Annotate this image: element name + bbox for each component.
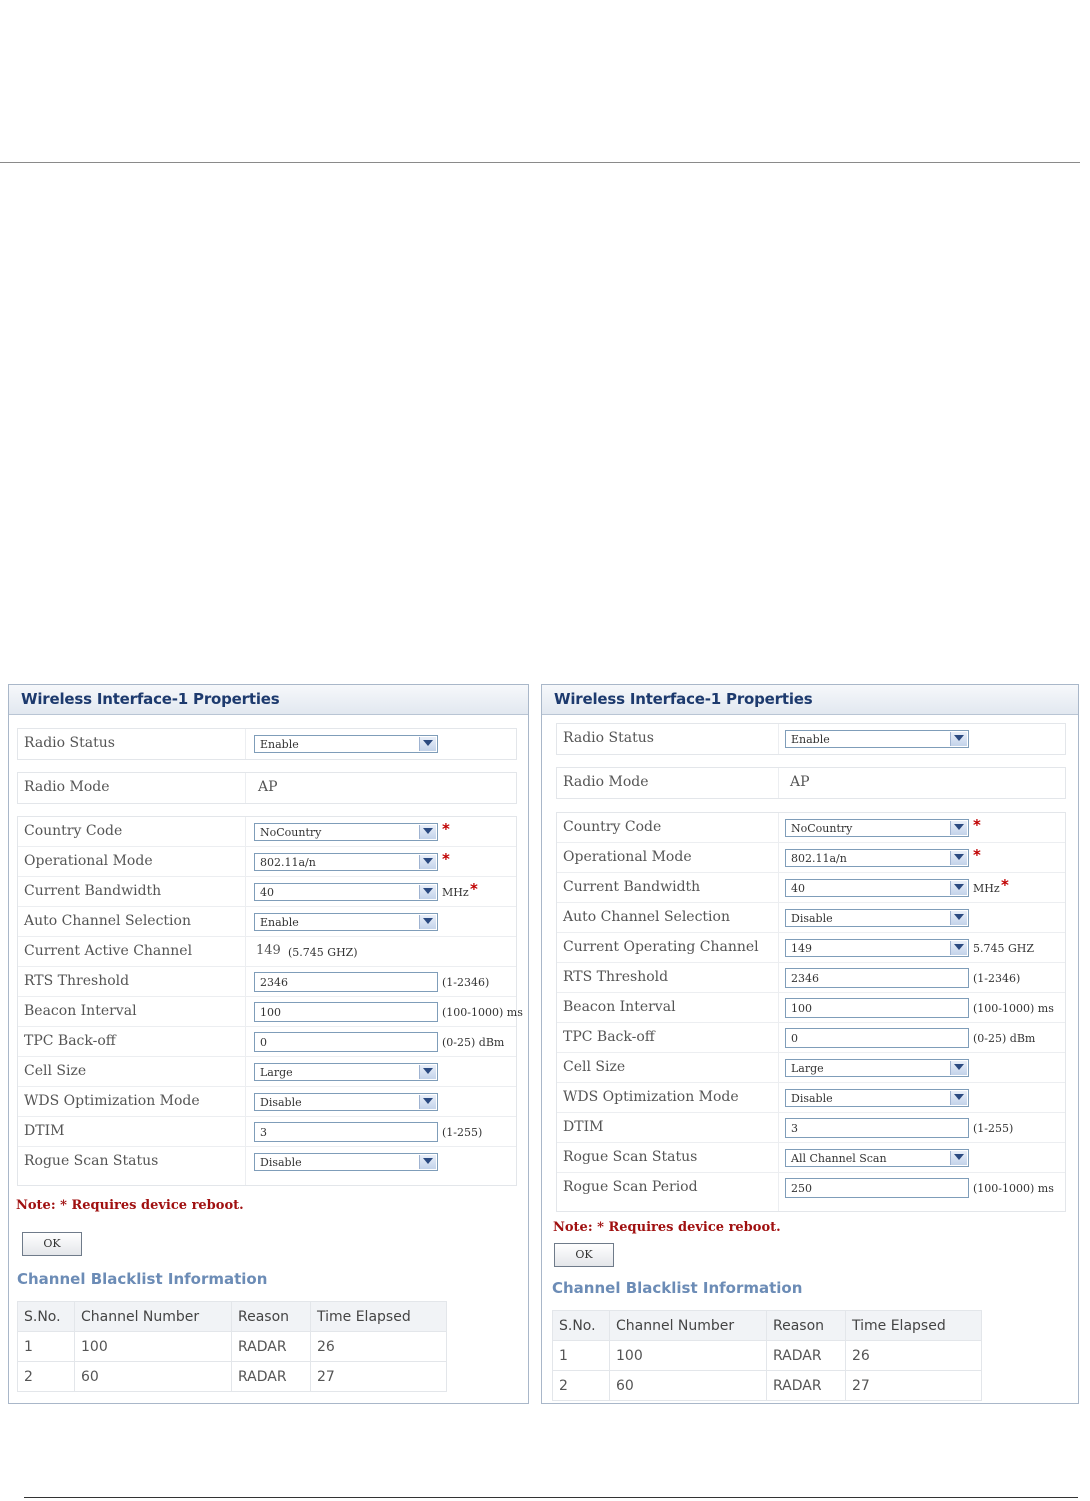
bottom-divider (24, 1497, 1078, 1498)
country-code-row (557, 813, 1065, 843)
cell-time: 27 (846, 1371, 982, 1401)
cell-channel: 100 (75, 1332, 232, 1362)
beacon-interval-label: Beacon Interval (24, 1003, 137, 1019)
rogue-scan-period-label: Rogue Scan Period (563, 1179, 698, 1195)
cell-size-row (557, 1053, 1065, 1083)
operating-channel-label: Current Operating Channel (563, 939, 759, 955)
col-reason: Reason (232, 1302, 311, 1332)
properties-group (556, 812, 1066, 1212)
auto-channel-label: Auto Channel Selection (24, 913, 191, 929)
chevron-down-icon (419, 825, 436, 839)
chevron-down-icon (950, 881, 967, 895)
rogue-scan-status-label: Rogue Scan Status (24, 1153, 159, 1169)
cell-size-label: Cell Size (563, 1059, 626, 1075)
wds-mode-label: WDS Optimization Mode (563, 1089, 739, 1105)
rogue-scan-period-hint: (100-1000) ms (973, 1182, 1054, 1195)
cell-size-value: Large (791, 1062, 824, 1075)
operational-mode-label: Operational Mode (563, 849, 692, 865)
radio-status-value: Enable (260, 738, 299, 751)
current-bandwidth-select[interactable] (785, 879, 969, 897)
radio-status-label: Radio Status (24, 735, 115, 751)
operating-channel-row (557, 933, 1065, 963)
country-code-select[interactable] (254, 823, 438, 841)
current-bandwidth-row (557, 873, 1065, 903)
cell-sno: 1 (18, 1332, 75, 1362)
country-code-row (18, 817, 516, 847)
top-divider (0, 162, 1080, 163)
blacklist-table (552, 1310, 982, 1401)
wds-mode-row (557, 1083, 1065, 1113)
dtim-hint: (1-255) (442, 1126, 483, 1139)
radio-mode-label: Radio Mode (24, 779, 110, 795)
current-bandwidth-value: 40 (260, 886, 274, 899)
cell-channel: 60 (610, 1371, 767, 1401)
active-channel-row (18, 937, 516, 967)
chevron-down-icon (419, 1065, 436, 1079)
dtim-row (557, 1113, 1065, 1143)
ok-button[interactable]: OK (554, 1243, 614, 1267)
table-header-row (553, 1311, 982, 1341)
chevron-down-icon (950, 821, 967, 835)
chevron-down-icon (419, 915, 436, 929)
tpc-backoff-value: 0 (791, 1032, 798, 1045)
chevron-down-icon (950, 1151, 967, 1165)
rogue-scan-status-label: Rogue Scan Status (563, 1149, 698, 1165)
operating-channel-select[interactable] (785, 939, 969, 957)
auto-channel-value: Enable (260, 916, 299, 929)
tpc-backoff-row (18, 1027, 516, 1057)
cell-size-select[interactable] (254, 1063, 438, 1081)
radio-mode-value: AP (790, 774, 810, 790)
rts-threshold-label: RTS Threshold (24, 973, 130, 989)
rogue-scan-status-value: Disable (260, 1156, 302, 1169)
current-bandwidth-row (18, 877, 516, 907)
rogue-scan-status-select[interactable] (785, 1149, 969, 1167)
beacon-interval-row (18, 997, 523, 1027)
country-code-label: Country Code (563, 819, 662, 835)
radio-mode-row (18, 773, 516, 803)
cell-size-select[interactable] (785, 1059, 969, 1077)
radio-mode-value: AP (258, 779, 278, 795)
operational-mode-select[interactable] (254, 853, 438, 871)
tpc-backoff-hint: (0-25) dBm (973, 1032, 1036, 1045)
panel-header (542, 685, 1078, 715)
operating-channel-value: 149 (791, 942, 812, 955)
tpc-backoff-value: 0 (260, 1036, 267, 1049)
beacon-interval-value: 100 (260, 1006, 281, 1019)
tpc-backoff-input[interactable] (785, 1028, 969, 1048)
country-code-value: NoCountry (260, 826, 322, 839)
cell-size-label: Cell Size (24, 1063, 87, 1079)
radio-mode-row (557, 768, 1065, 798)
dtim-value: 3 (791, 1122, 798, 1135)
chevron-down-icon (950, 941, 967, 955)
rts-threshold-hint: (1-2346) (442, 976, 490, 989)
operational-mode-select[interactable] (785, 849, 969, 867)
beacon-interval-label: Beacon Interval (563, 999, 676, 1015)
auto-channel-select[interactable] (254, 913, 438, 931)
cell-reason: RADAR (232, 1362, 311, 1392)
country-code-label: Country Code (24, 823, 123, 839)
active-channel-label: Current Active Channel (24, 943, 193, 959)
chevron-down-icon (950, 911, 967, 925)
bandwidth-unit: MHz (973, 882, 1000, 895)
active-channel-value: 149 (256, 943, 281, 958)
radio-status-row (18, 729, 516, 759)
current-bandwidth-value: 40 (791, 882, 805, 895)
chevron-down-icon (419, 855, 436, 869)
tpc-backoff-label: TPC Back-off (563, 1029, 655, 1045)
beacon-interval-hint: (100-1000) ms (973, 1002, 1054, 1015)
operational-mode-row (557, 843, 1065, 873)
rts-threshold-value: 2346 (260, 976, 288, 989)
rts-threshold-input[interactable] (785, 968, 969, 988)
country-code-value: NoCountry (791, 822, 853, 835)
table-header-row (18, 1302, 447, 1332)
operational-mode-label: Operational Mode (24, 853, 153, 869)
col-sno: S.No. (553, 1311, 610, 1341)
auto-channel-select[interactable] (785, 909, 969, 927)
rogue-scan-status-row (18, 1147, 516, 1177)
col-channel-number: Channel Number (75, 1302, 232, 1332)
auto-channel-value: Disable (791, 912, 833, 925)
wds-mode-select[interactable] (254, 1093, 438, 1111)
wds-mode-row (18, 1087, 516, 1117)
radio-status-value: Enable (791, 733, 830, 746)
rogue-scan-status-value: All Channel Scan (791, 1152, 887, 1165)
wds-mode-value: Disable (260, 1096, 302, 1109)
dtim-value: 3 (260, 1126, 267, 1139)
wds-mode-label: WDS Optimization Mode (24, 1093, 200, 1109)
current-bandwidth-select[interactable] (254, 883, 438, 901)
operating-channel-frequency: 5.745 GHZ (973, 942, 1035, 955)
current-bandwidth-label: Current Bandwidth (563, 879, 701, 895)
panel-title: Wireless Interface-1 Properties (21, 690, 280, 708)
radio-status-select[interactable] (254, 735, 438, 753)
dtim-row (18, 1117, 516, 1147)
radio-mode-label: Radio Mode (563, 774, 649, 790)
left-properties-panel (8, 684, 529, 1404)
tpc-backoff-input[interactable] (254, 1032, 438, 1052)
cell-size-row (18, 1057, 516, 1087)
radio-status-row (557, 724, 1065, 754)
col-time-elapsed: Time Elapsed (846, 1311, 982, 1341)
radio-status-group (556, 723, 1066, 755)
cell-sno: 2 (18, 1362, 75, 1392)
rts-threshold-hint: (1-2346) (973, 972, 1021, 985)
rogue-scan-period-input[interactable] (785, 1178, 969, 1198)
rogue-scan-status-select[interactable] (254, 1153, 438, 1171)
required-marker: * (442, 820, 450, 838)
tpc-backoff-label: TPC Back-off (24, 1033, 116, 1049)
beacon-interval-input[interactable] (785, 998, 969, 1018)
radio-status-select[interactable] (785, 730, 969, 748)
radio-status-group (17, 728, 517, 760)
bandwidth-unit: MHz (442, 886, 469, 899)
cell-time: 27 (311, 1362, 447, 1392)
cell-time: 26 (846, 1341, 982, 1371)
rogue-scan-period-row (557, 1173, 1065, 1203)
col-channel-number: Channel Number (610, 1311, 767, 1341)
panel-title: Wireless Interface-1 Properties (554, 690, 813, 708)
chevron-down-icon (419, 885, 436, 899)
auto-channel-row (18, 907, 516, 937)
blacklist-table (17, 1301, 447, 1392)
chevron-down-icon (950, 732, 967, 746)
chevron-down-icon (950, 1061, 967, 1075)
col-time-elapsed: Time Elapsed (311, 1302, 447, 1332)
dtim-label: DTIM (563, 1119, 604, 1135)
dtim-label: DTIM (24, 1123, 65, 1139)
chevron-down-icon (950, 1091, 967, 1105)
rts-threshold-row (18, 967, 516, 997)
dtim-input[interactable] (254, 1122, 438, 1142)
rts-threshold-row (557, 963, 1065, 993)
cell-sno: 2 (553, 1371, 610, 1401)
ok-button[interactable]: OK (22, 1232, 82, 1256)
auto-channel-label: Auto Channel Selection (563, 909, 730, 925)
col-sno: S.No. (18, 1302, 75, 1332)
cell-reason: RADAR (767, 1371, 846, 1401)
chevron-down-icon (950, 851, 967, 865)
chevron-down-icon (419, 1095, 436, 1109)
chevron-down-icon (419, 1155, 436, 1169)
properties-group (17, 816, 523, 1186)
rts-threshold-input[interactable] (254, 972, 438, 992)
dtim-input[interactable] (785, 1118, 969, 1138)
dtim-hint: (1-255) (973, 1122, 1014, 1135)
table-row (18, 1332, 447, 1362)
current-bandwidth-label: Current Bandwidth (24, 883, 162, 899)
cell-sno: 1 (553, 1341, 610, 1371)
cell-channel: 100 (610, 1341, 767, 1371)
blacklist-title: Channel Blacklist Information (17, 1270, 268, 1288)
operational-mode-value: 802.11a/n (260, 856, 316, 869)
active-channel-frequency: (5.745 GHZ) (288, 946, 358, 959)
required-marker: * (442, 850, 450, 868)
auto-channel-row (557, 903, 1065, 933)
cell-reason: RADAR (232, 1332, 311, 1362)
required-marker: * (470, 880, 478, 898)
panel-header (9, 685, 528, 715)
table-row (553, 1341, 982, 1371)
chevron-down-icon (419, 737, 436, 751)
beacon-interval-input[interactable] (254, 1002, 438, 1022)
table-row (18, 1362, 447, 1392)
blacklist-title: Channel Blacklist Information (552, 1279, 803, 1297)
radio-mode-group (556, 767, 1066, 799)
rogue-scan-period-value: 250 (791, 1182, 812, 1195)
reboot-note: Note: * Requires device reboot. (553, 1220, 781, 1235)
beacon-interval-row (557, 993, 1065, 1023)
rogue-scan-status-row (557, 1143, 1065, 1173)
rts-threshold-label: RTS Threshold (563, 969, 669, 985)
operational-mode-value: 802.11a/n (791, 852, 847, 865)
tpc-backoff-hint: (0-25) dBm (442, 1036, 505, 1049)
right-properties-panel (541, 684, 1079, 1404)
wds-mode-select[interactable] (785, 1089, 969, 1107)
radio-status-label: Radio Status (563, 730, 654, 746)
reboot-note: Note: * Requires device reboot. (16, 1198, 244, 1213)
cell-reason: RADAR (767, 1341, 846, 1371)
operational-mode-row (18, 847, 516, 877)
country-code-select[interactable] (785, 819, 969, 837)
cell-channel: 60 (75, 1362, 232, 1392)
tpc-backoff-row (557, 1023, 1065, 1053)
table-row (553, 1371, 982, 1401)
required-marker: * (973, 816, 981, 834)
col-reason: Reason (767, 1311, 846, 1341)
beacon-interval-hint: (100-1000) ms (442, 1006, 523, 1019)
rts-threshold-value: 2346 (791, 972, 819, 985)
required-marker: * (1001, 876, 1009, 894)
wds-mode-value: Disable (791, 1092, 833, 1105)
radio-mode-group (17, 772, 517, 804)
cell-size-value: Large (260, 1066, 293, 1079)
required-marker: * (973, 846, 981, 864)
beacon-interval-value: 100 (791, 1002, 812, 1015)
cell-time: 26 (311, 1332, 447, 1362)
